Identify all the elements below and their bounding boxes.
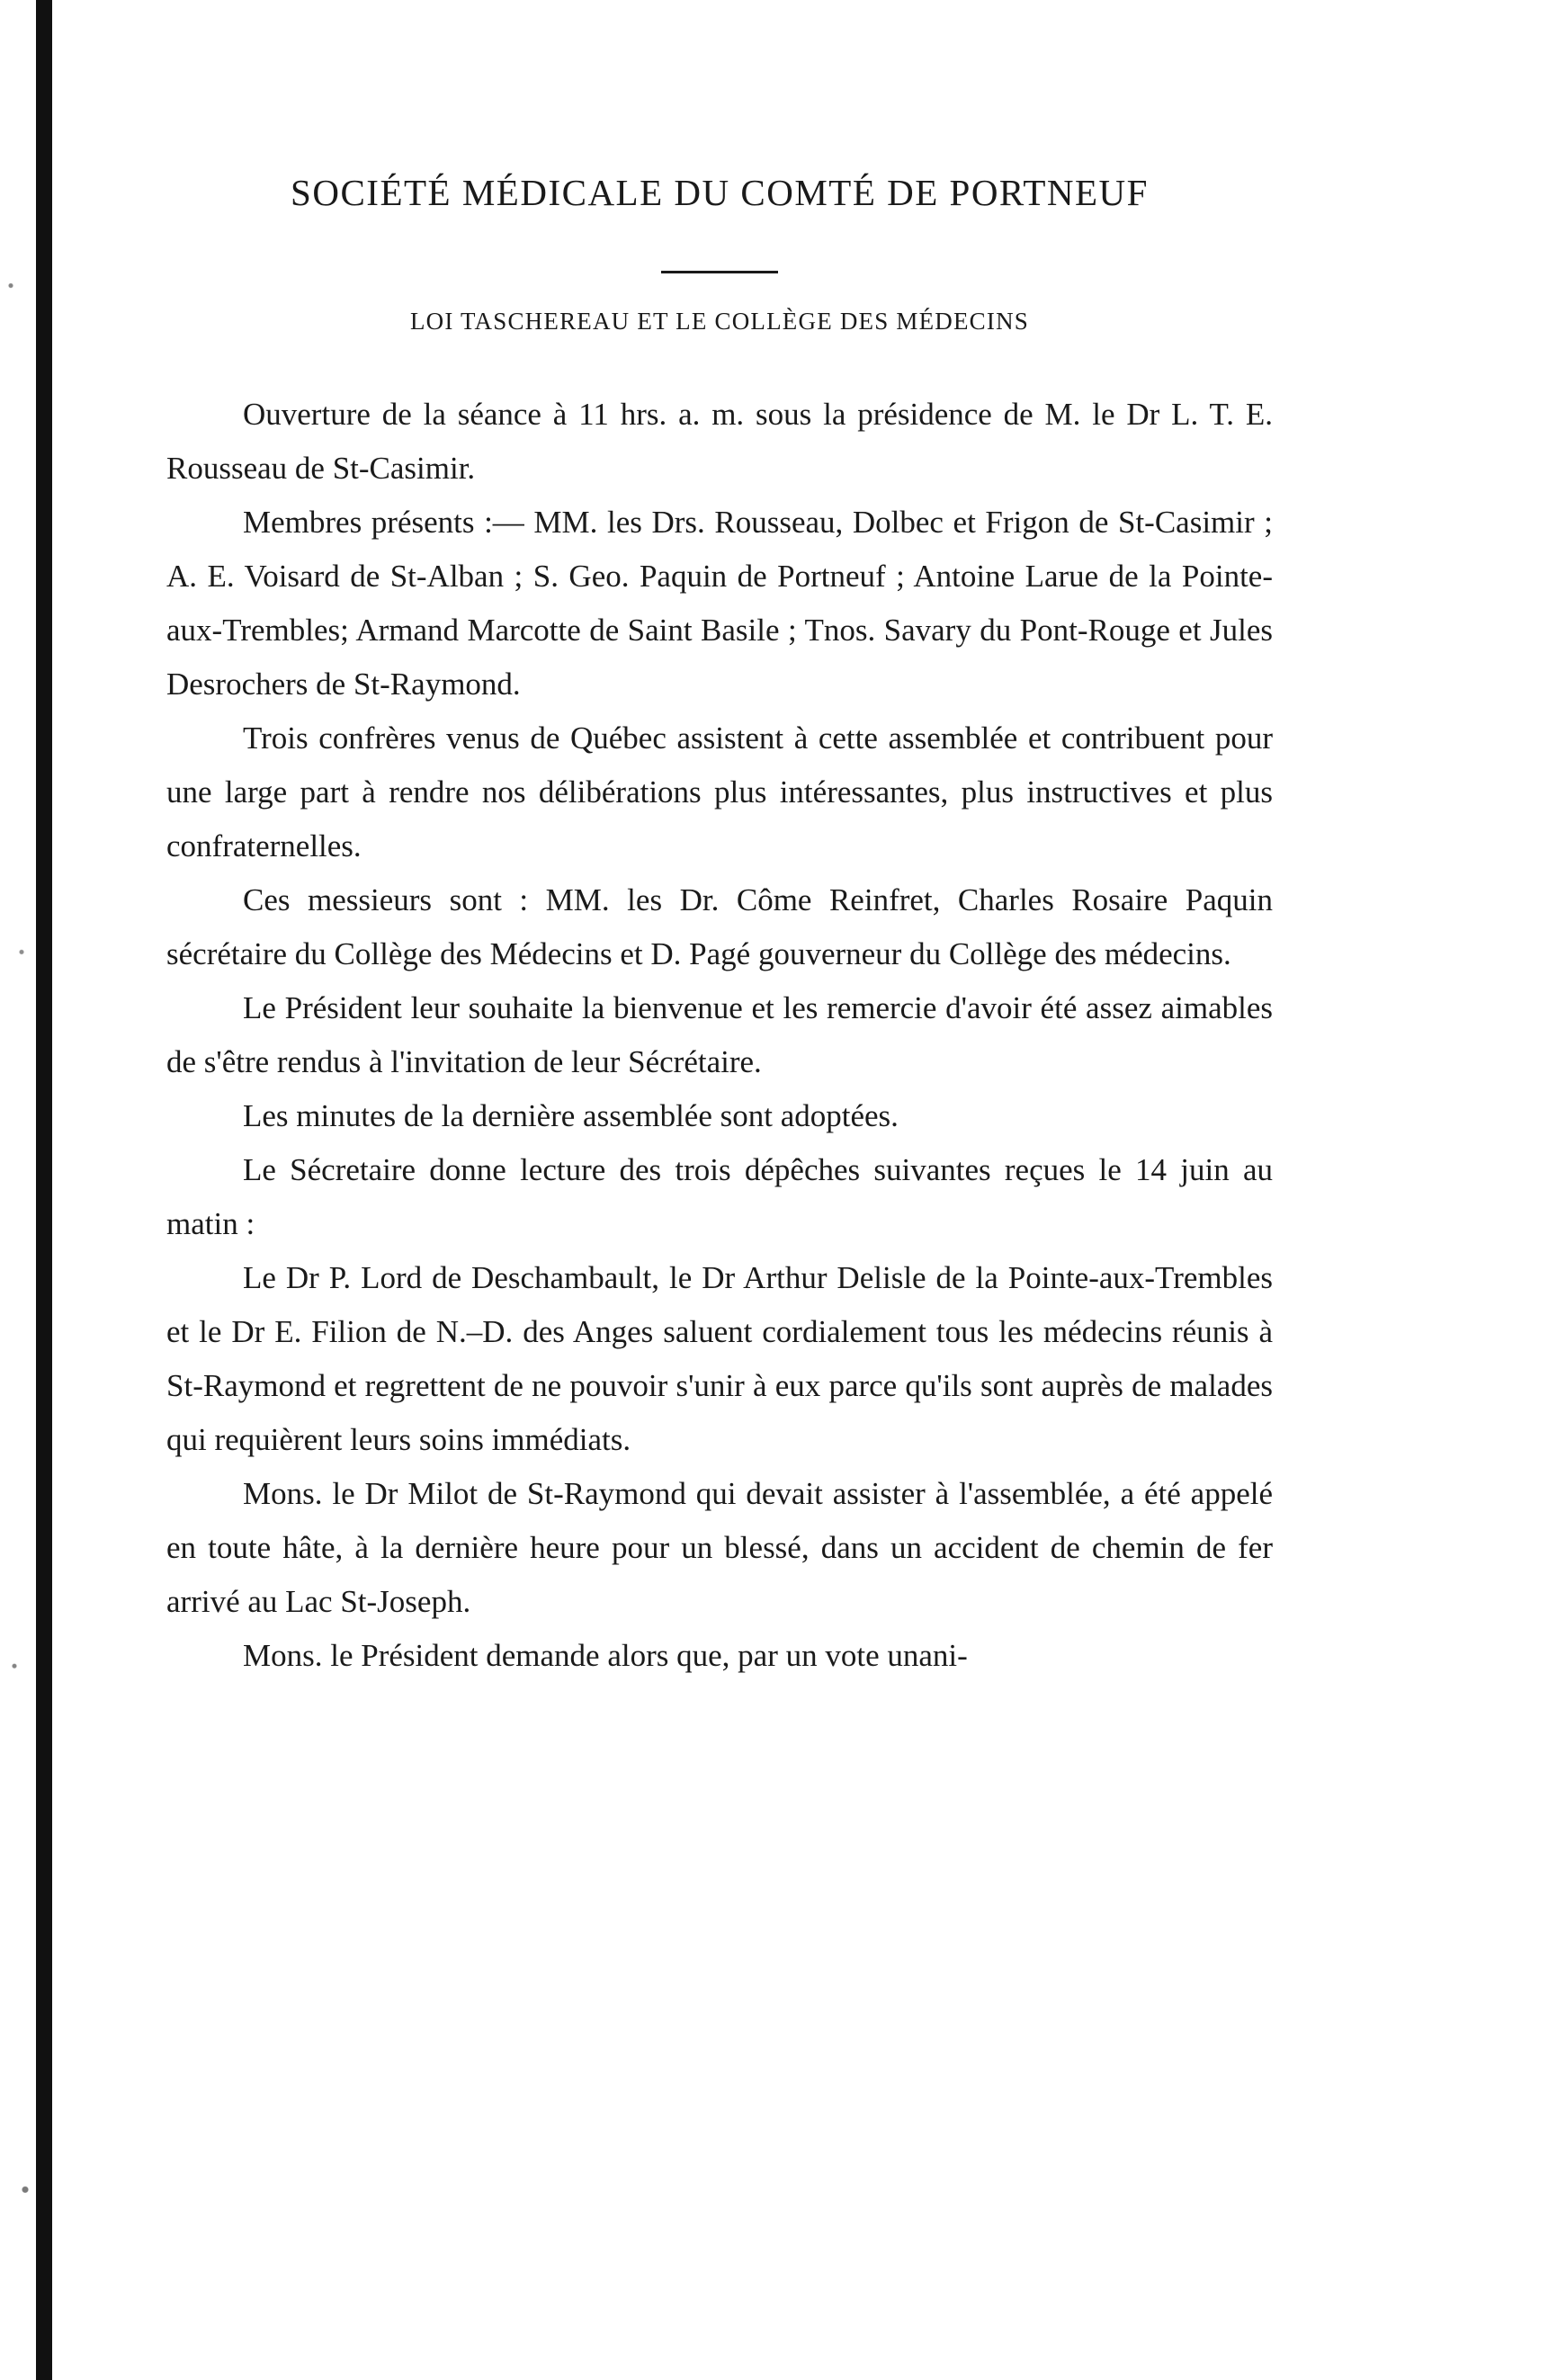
document-subtitle: LOI TASCHEREAU ET LE COLLÈGE DES MÉDECINS (409, 308, 1029, 336)
paragraph-guests: Trois confrères venus de Québec assistent à cette assemblée et contribuent pour une large part à rendre nos délibérations plus intéressantes, plus instructives et plus confraternelles. (166, 720, 1273, 864)
paragraph-welcome: Le Président leur souhaite la bienvenue et les remercie d'avoir été assez aimables de s'être rendus à l'invitation de leur Sécrétaire. (166, 990, 1273, 1080)
paragraph-minutes: Les minutes de la dernière assemblée sont adoptées. (243, 1098, 899, 1134)
binding-speckle (0, 0, 36, 2380)
page-binding-edge (36, 0, 52, 2380)
paragraph-members: Membres présents :— MM. les Drs. Rousseau, Dolbec et Frigon de St-Casimir ; A. E. Voisard de St-Alban ; S. Geo. Paquin de Portneuf ; Antoine Larue de la Pointe-aux-Trembles; Armand Marcotte de Saint Basile ; Tnos. Savary du Pont-Rouge et Jules Desrochers de St-Raymond. (166, 505, 1273, 702)
paragraph-milot: Mons. le Dr Milot de St-Raymond qui devait assister à l'assemblée, a été appelé en toute hâte, à la dernière heure pour un blessé, dans un accident de chemin de fer arrivé au Lac St-Joseph. (166, 1476, 1273, 1620)
paragraph-regrets: Le Dr P. Lord de Deschambault, le Dr Arthur Delisle de la Pointe-aux-Trembles et le Dr E. Filion de N.–D. des Anges saluent cordialement tous les médecins réunis à St-Raymond et regrettent de ne pouvoir s'unir à eux parce qu'ils sont auprès de malades qui requièrent leurs soins immédiats. (166, 1260, 1273, 1458)
paragraph-guest-names: Ces messieurs sont : MM. les Dr. Côme Reinfret, Charles Rosaire Paquin sécrétaire du Collège des Médecins et D. Pagé gouverneur du Collège des médecins. (166, 882, 1273, 972)
title-divider (661, 271, 778, 273)
document-page (166, 171, 1273, 1683)
document-title: SOCIÉTÉ MÉDICALE DU COMTÉ DE PORTNEUF (291, 172, 1149, 213)
paragraph-dispatches: Le Sécretaire donne lecture des trois dépêches suivantes reçues le 14 juin au matin : (166, 1152, 1273, 1242)
paragraph-vote: Mons. le Président demande alors que, par un vote unani- (243, 1638, 968, 1674)
paragraph-opening: Ouverture de la séance à 11 hrs. a. m. sous la présidence de M. le Dr L. T. E. Rousseau de St-Casimir. (166, 397, 1273, 487)
document-body (166, 388, 1273, 1683)
